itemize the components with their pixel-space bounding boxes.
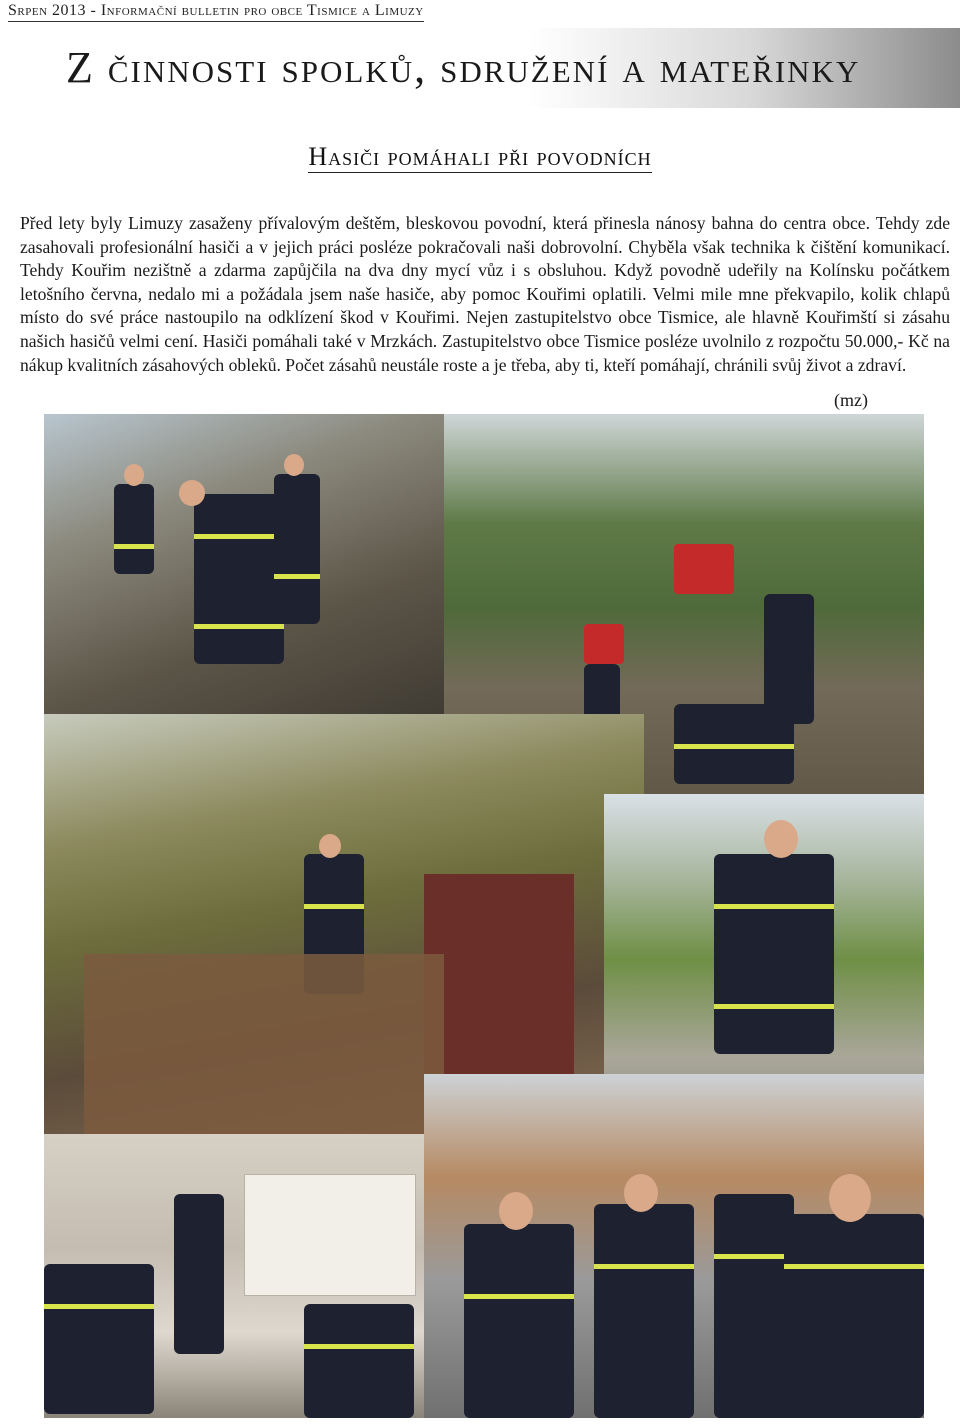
- article-body: Před lety byly Limuzy zasaženy přívalovým deštěm, bleskovou povodní, která přinesla nánosy bahna do centra obce. Tehdy zde zasahovali profesionální hasiči a v jejich práci posléze pokračovali naši dobrovolní. Chyběla však technika k čištění komunikací. Tehdy Kouřim nezištně a zdarma zapůjčila na dva dny mycí vůz i s obsluhou. Když povodně udeřily na Kolínsku počátkem letošního června, nedalo mi a požádala jsem naše hasiče, aby pomoc Kouřimi oplatili. Velmi mile mne překvapilo, kolik chlapů místo do své práce nastoupilo na odklízení škod v Kouřimi. Nejen zastupitelstvo obce Tismice, ale hlavně Kouřimští si zásahu našich hasičů velmi cení. Hasiči pomáhali také v Mrzkách. Zastupitelstvo obce Tismice posléze uvolnilo z rozpočtu 50.000,- Kč na nákup kvalitních zásahových obleků. Počet zásahů neustále roste a je třeba, aby ti, kteří pomáhají, chránili svůj život a zdraví.: [20, 213, 950, 375]
- firefighter-figure: [194, 494, 284, 664]
- author-signature: (mz): [834, 390, 868, 410]
- running-head: Srpen 2013 - Informační bulletin pro obce Tismice a Limuzy: [8, 2, 424, 22]
- firefighter-figure: [674, 704, 794, 784]
- firefighter-figure: [274, 474, 320, 624]
- firefighter-figure: [114, 484, 154, 574]
- firefighter-figure: [594, 1204, 694, 1418]
- article-title-wrap: [0, 142, 960, 172]
- debris-pile: [84, 954, 444, 1134]
- article-title: Hasiči pomáhali při povodních: [308, 142, 652, 171]
- firefighter-head: [764, 820, 798, 858]
- firefighter-figure: [174, 1194, 224, 1354]
- photo-shoveling-mud: [44, 414, 474, 714]
- section-title: Z činnosti spolků, sdružení a mateřinky: [66, 43, 861, 92]
- firefighter-figure: [784, 1214, 924, 1418]
- firefighter-head: [829, 1174, 871, 1222]
- firefighter-red-shirt: [584, 624, 624, 664]
- photo-cleaning-interior: [44, 1134, 434, 1418]
- firefighter-figure: [464, 1224, 574, 1418]
- fire-truck: [674, 544, 734, 594]
- firefighter-head: [284, 454, 304, 476]
- firefighter-head: [319, 834, 341, 858]
- firefighter-figure: [714, 1194, 794, 1418]
- firefighter-head: [624, 1174, 658, 1212]
- photo-flood-debris: [44, 714, 644, 1134]
- photo-firefighter-group: [424, 1074, 924, 1418]
- photo-collage: [44, 414, 924, 1418]
- firefighter-figure: [714, 854, 834, 1054]
- firefighter-head: [499, 1192, 533, 1230]
- section-banner: [0, 28, 960, 108]
- firefighter-head: [179, 480, 205, 506]
- firefighter-head: [124, 464, 144, 486]
- gate: [424, 874, 574, 1094]
- kitchen-cabinets: [244, 1174, 416, 1296]
- firefighter-figure: [44, 1264, 154, 1414]
- firefighter-figure: [304, 1304, 414, 1418]
